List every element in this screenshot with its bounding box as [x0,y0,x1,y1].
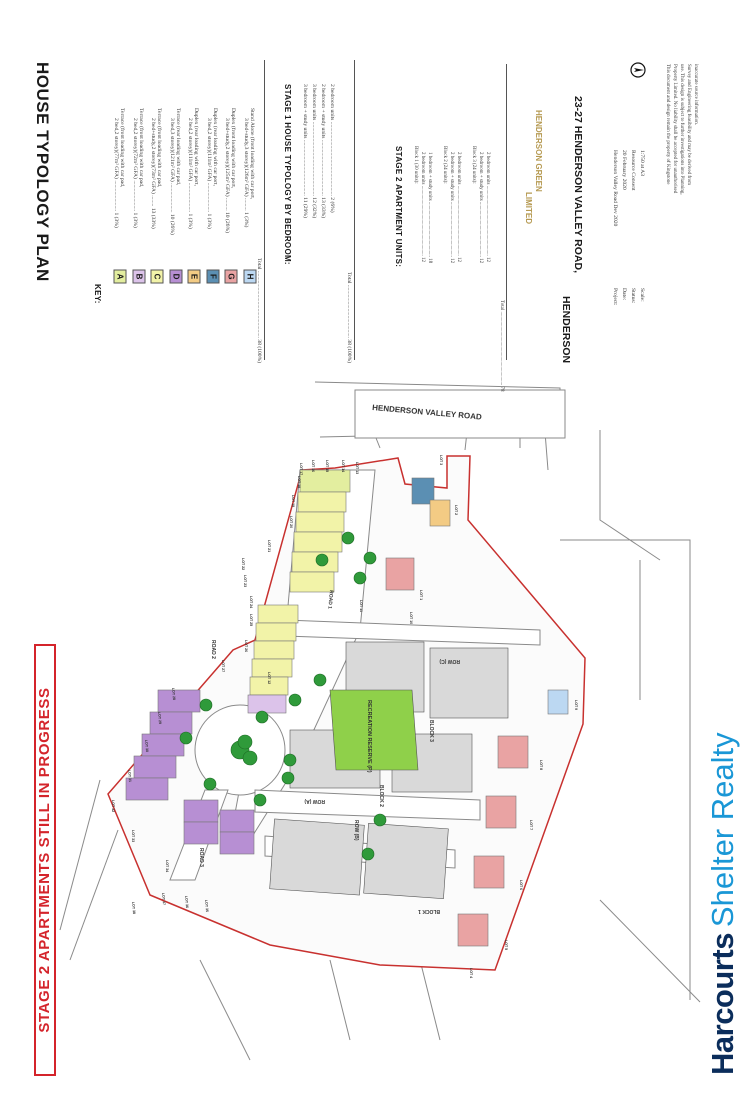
lot-label: LOT 11 [359,600,363,612]
lot-label: LOT 12 [267,672,271,685]
key-item-desc: Duplex (front loading with car port, [230,108,236,189]
plan-title: HOUSE TYPOLOGY PLAN [33,62,52,282]
key-item-desc: Terrace (rear loading with car pad, [174,108,181,186]
key-item-count: 2 bed,2 storey)(72m² GFA) ...................... 1 (3%) [131,118,138,228]
lot-label: LOT 32 [111,800,115,813]
lot-label: LOT 36 [184,895,190,909]
disclaimer-line: Survey and Engineering feasibility and may be derived from [686,64,691,186]
key-item-count: 2 bed+study,2 storey)(73m² GFA) ........ 13 (33%) [150,118,156,229]
key-item-count: 3 bed,3 storey)(121m² GFA) ..................... 10 (26%) [168,118,175,235]
address-line1: 23-27 HENDERSON VALLEY ROAD, [572,96,584,273]
stage2-row: 2 bedroom units ........................................................ 12 [485,152,490,262]
project-info-value: Henderson Valley Road Dev 2020 [612,150,618,227]
lot-label: LOT 13 [355,462,359,475]
key-item-count: 3 bed,2 storey)(111m² GFA) ..................... 1 (3%) [205,118,212,229]
label-road-2: ROAD 2 [210,640,216,659]
recreation-reserve [330,690,418,770]
lot-label: LOT 24 [249,596,253,609]
stage2-row: 1 bedroom + study units ............................................ 18 [427,152,433,264]
lot-label: LOT 37 [161,892,167,906]
lot-label: LOT 25 [249,614,253,627]
lot-label: LOT 28 [171,687,177,701]
key-swatch-a: A [114,270,127,284]
key-swatch-e: E [188,270,201,284]
label-row-a: ROW (A) [304,798,325,804]
key-item-desc: Duplex (rear loading with car port, [193,108,199,186]
key-swatch-g: G [225,270,238,284]
label-road-1: ROAD 1 [326,589,334,610]
lot-label: LOT 9 [574,700,578,711]
stage2-row: 2 bedroom + study units ............................................ 12 [449,152,454,264]
project-info-label: Scale: [639,288,645,302]
stage1-row: 2 bedroom + study units ........................................ 13 (33%) [320,84,326,219]
stage1-row: 3 bedroom + study units ........................................ 11 (29%) [302,84,308,218]
label-road-3: ROAD 3 [198,848,204,867]
lot-label: LOT 2 [454,505,458,516]
lot-label: LOT 8 [539,760,543,771]
lot-label: LOT 27 [221,660,225,673]
lot-label: LOT 6 [519,880,523,891]
lot-label: LOT 34 [165,860,169,873]
key-heading: KEY: [93,284,102,304]
company-name-line1: HENDERSON GREEN [534,110,543,192]
disclaimer-line: Property Limited. No liability shall be accepted for unauthorised [672,64,677,194]
label-block-2: BLOCK 2 [378,785,384,807]
lot-label: LOT 31 [127,769,133,783]
lot-label: LOT 15 [325,460,329,473]
stage1-row: 3 bedroom units ..................................................... 12 (32%) [311,84,317,219]
project-info-value: Resource Consent [630,150,636,191]
recreation-label: RECREATION RESERVE (P) [366,700,372,773]
lot-label: LOT 35 [204,899,210,913]
key-swatch-c: C [151,270,164,284]
disclaimer-line: inaccurate source information. [693,64,698,125]
key-item-count: 3 bed+study,3 storey)(126m² GFA) ......... 1 (3%) [242,118,249,228]
lot-label: LOT 19 [291,495,295,508]
road-label: HENDERSON VALLEY ROAD [371,403,483,422]
key-swatch-f: F [206,270,219,284]
key-item-desc: Duplex (rear loading with car port, [211,108,218,186]
project-info-label: Project: [612,288,618,306]
stage1-heading: STAGE 1 HOUSE TYPOLOGY BY BEDROOM: [283,84,292,265]
key-total: Total ................................................ 38 (100%) [256,258,262,364]
logo-office: Shelter Realty [705,732,740,928]
key-swatch-d: D [169,270,182,284]
key-item-count: 2 bed,2 storey)(111m² GFA) ..................... 1 (3%) [187,118,193,229]
key-item-desc: Terrace (front loading with car pad, [119,108,125,188]
project-info-value: 1:750 at A3 [639,150,645,177]
lot-label: LOT 7 [529,820,533,831]
label-block-3: BLOCK 3 [428,720,434,742]
lot-label: LOT 21 [267,540,271,553]
lot-label: LOT 3 [439,455,443,466]
key-swatch-b: B [132,270,145,284]
label-row-c: ROW (C) [439,658,460,664]
label-block-1: BLOCK 1 [418,908,440,914]
key-item-count: 3 bed+study,2 storey)(125m² GFA) ......... 10 (26%) [224,118,230,233]
logo-brand: Harcourts [705,933,740,1075]
north-arrow-icon [630,62,646,78]
stage1-total: Total ...................................... 38 (100%) [346,272,352,364]
harcourts-logo [705,732,741,1075]
lot-label: LOT 10 [409,612,413,625]
key-item-desc: Terrace (front loading with car pad, [156,108,162,188]
stage2-row: Block 2 (24 units): [441,146,447,184]
key-item-count: 2 bed,2 storey)(77m² GFA) ...................... 1 (3%) [113,118,119,228]
disclaimer-line: This document and design remain the property of Kingstone [665,64,670,185]
stage2-row: 2 bedroom units ........................................................ 12 [456,152,462,262]
lot-label: LOT 1 [419,590,423,601]
lot-label: LOT 22 [241,558,245,571]
company-name-line2: LIMITED [524,192,533,224]
project-info-label: Status: [630,288,636,304]
lot-label: LOT 29 [157,711,163,725]
lot-label: LOT 17 [299,463,303,476]
stage2-total: Total ........................................................... 78 [499,300,504,392]
lot-label: LOT 16 [311,460,315,473]
lot-label: LOT 23 [243,575,247,588]
project-info-label: Date: [621,288,627,301]
lot-label: LOT 33 [131,830,135,843]
lot-label: LOT 26 [244,640,248,653]
label-row-b: ROW (B) [353,820,359,841]
key-item-desc: Terrace (front loading with car pad, [137,108,144,188]
stage1-row: 2 bedroom units ..................................................... 2 (6%) [329,84,335,213]
address-line2: HENDERSON [560,296,572,364]
lot-label: LOT 38 [131,901,137,915]
stage2-row: 2 bedroom + study units ............................................ 12 [477,152,483,264]
lot-label: LOT 5 [504,940,508,951]
key-swatch-h: H [243,270,256,284]
project-info-value: 20 February 2020 [621,150,627,190]
stage2-row: Block 1 (30 units): [413,146,418,184]
stand-alone-h [548,690,568,714]
lot-label: LOT 30 [144,739,150,753]
key-item-desc: Stand Alone (front loading with car port, [248,108,255,200]
stage2-row: Block 3 (24 units): [470,146,476,184]
lot-label: LOT 4 [469,968,473,979]
stage2-heading: STAGE 2 APARTMENT UNITS: [394,146,403,268]
lot-label: LOT 18 [297,476,301,489]
stage2-row: 2 bedroom units ........................................................ 12 [420,152,426,262]
disclaimer-line: use. This design is subject to further investigations into Planning, [679,64,684,195]
stage2-banner: STAGE 2 APARTMENTS STILL IN PROGRESS [34,644,56,1076]
lot-label: LOT 20 [289,516,293,529]
lot-label: LOT 14 [341,460,345,473]
